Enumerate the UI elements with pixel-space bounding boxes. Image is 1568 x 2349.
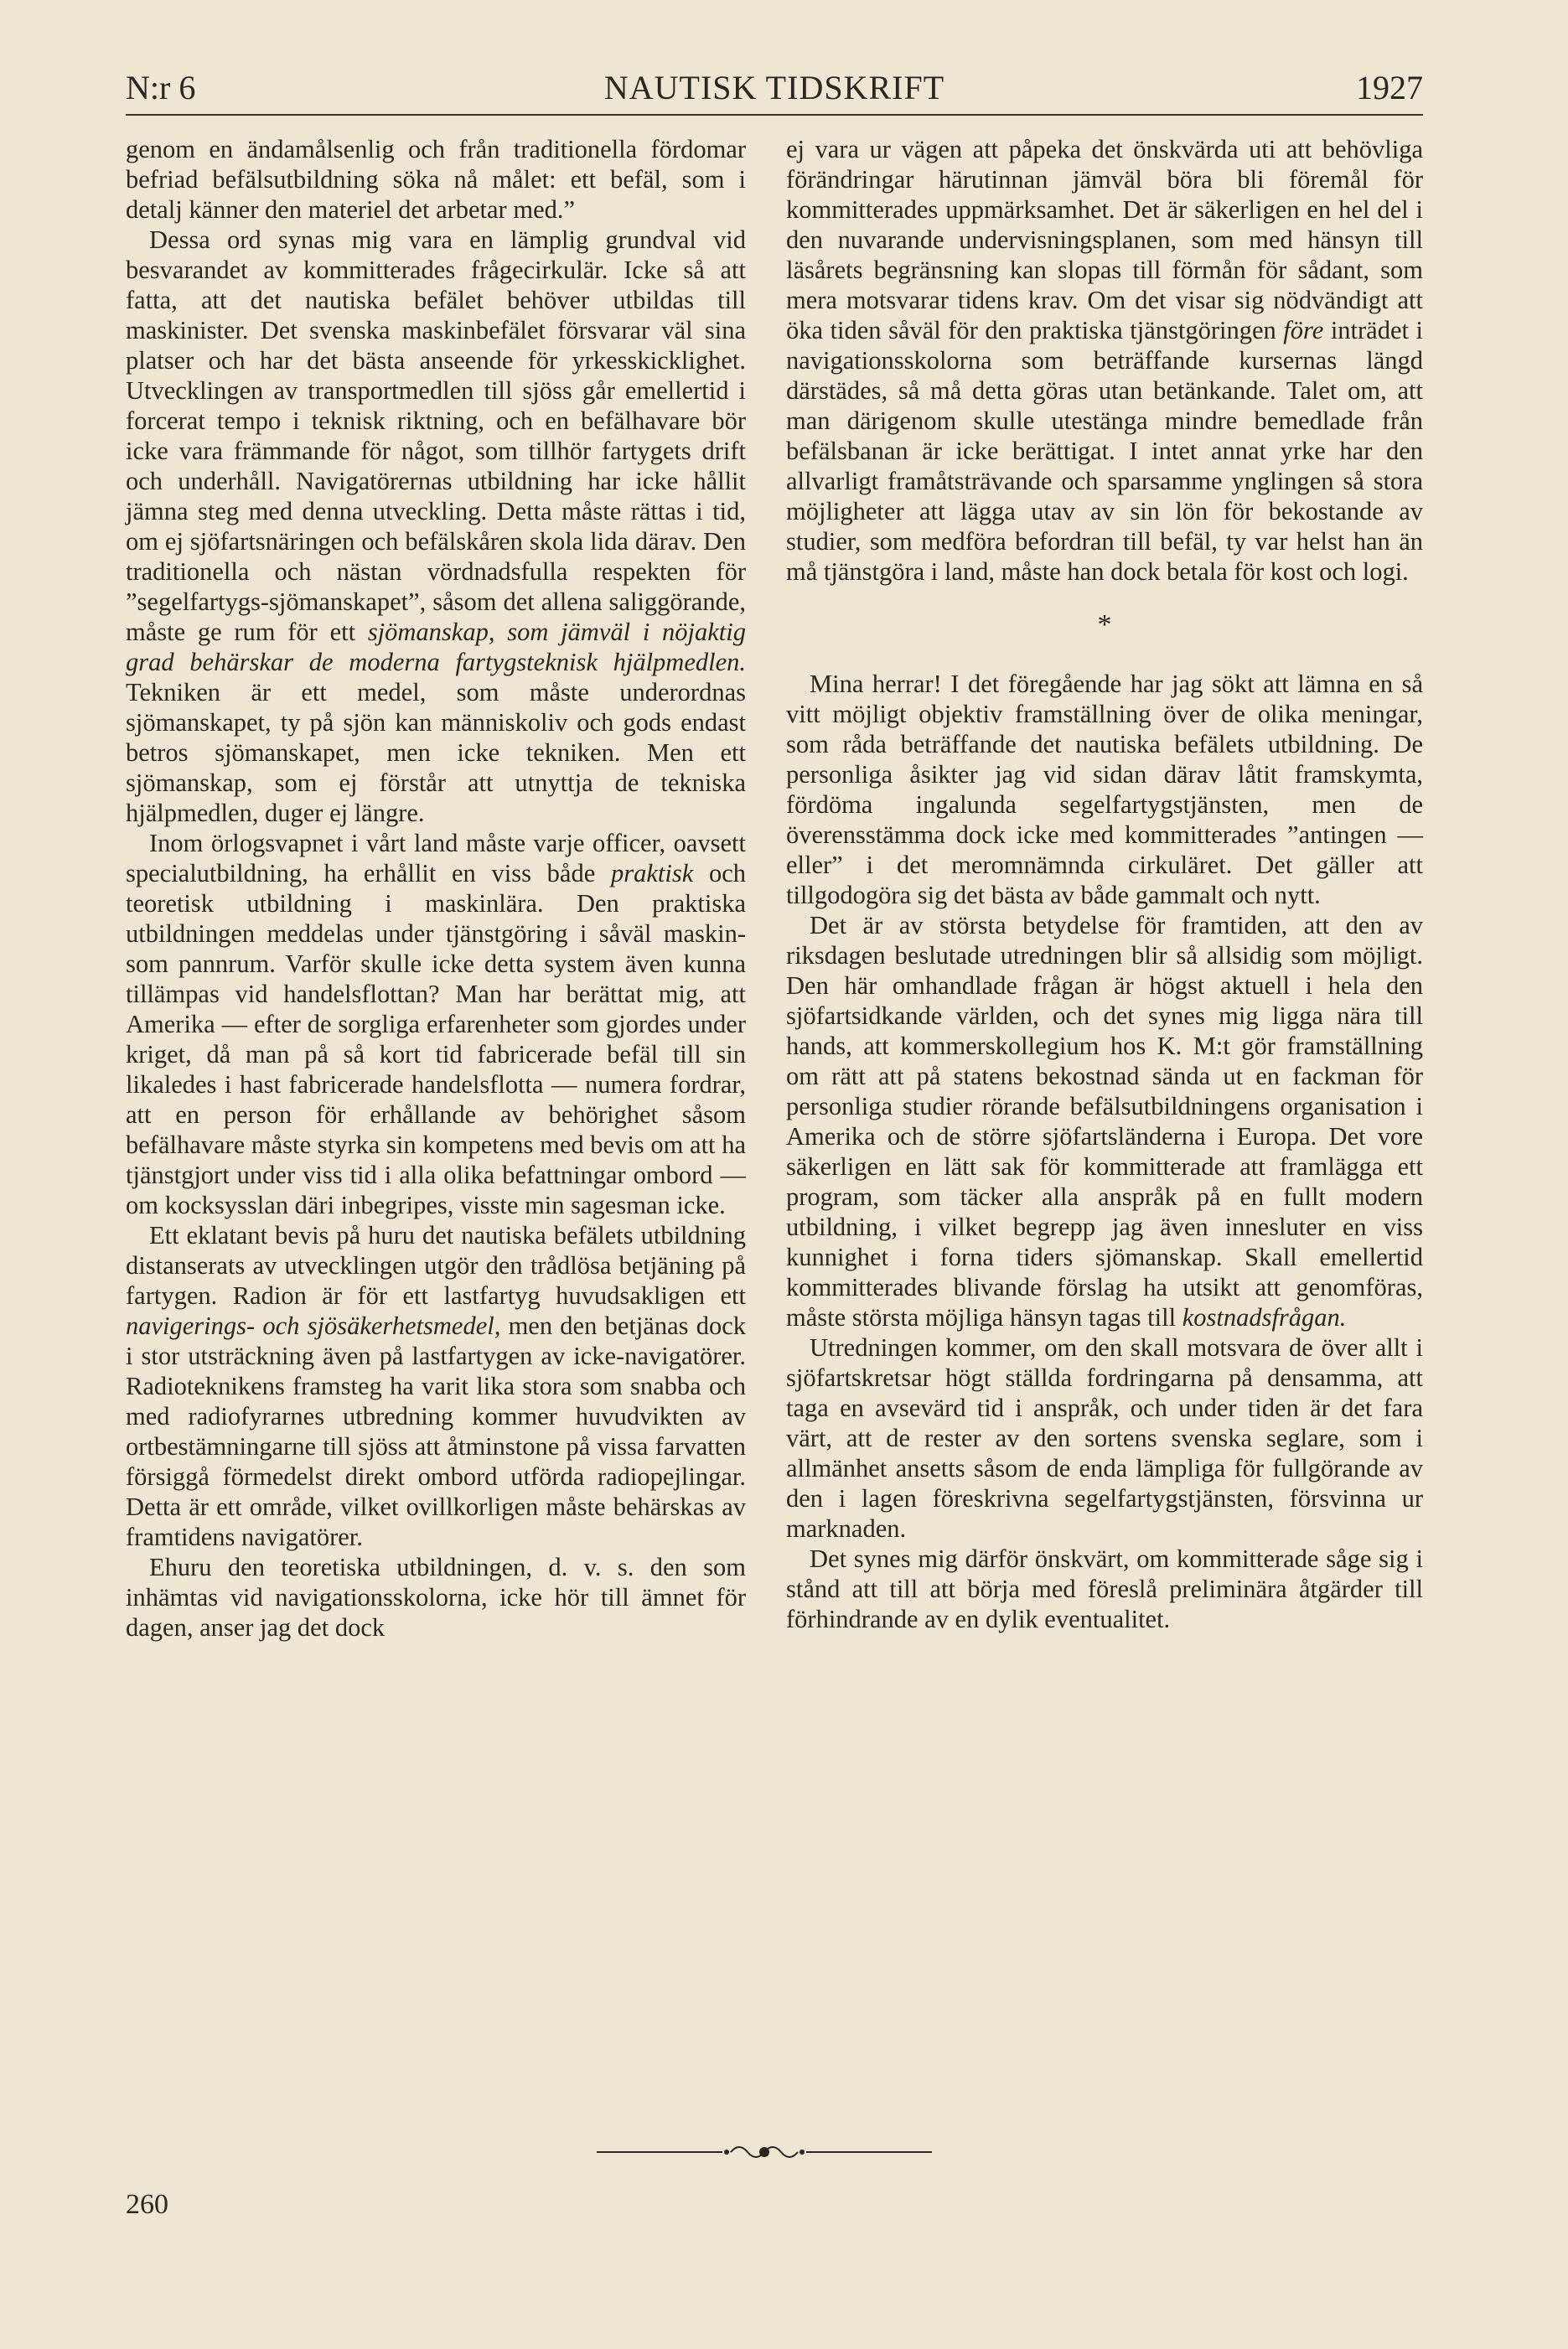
section-separator: * — [1097, 609, 1112, 640]
emphasis: praktisk — [610, 859, 694, 887]
journal-title: NAUTISK TIDSKRIFT — [603, 69, 945, 106]
paragraph: genom en ändamålsenlig och från traditionella fördomar befriad befälsutbildning söka nå målet: ett befäl, som i detalj känner den materiel det arbetar med.” — [126, 135, 746, 224]
paragraph: Dessa ord synas mig vara en lämplig grundval vid besvarandet av kommitterades frågecirkulär. Icke så att fatta, att det nautiska befälet behöver utbildas till maskinister. Det svenska maskinbefälet försvarar väl sina platser och har det bästa anseende för yrkesskicklighet. Utvecklingen av transportmedlen till sjöss går emellertid i forcerat tempo i teknisk riktning, och en befälhavare bör icke vara främmande för något, som tillhör fartygets drift och underhåll. Navigatörernas utbildning har icke hållit jämna steg med denna utveckling. Detta måste rättas i tid, om ej sjöfartsnäringen och befälskåren skola lida därav. Den traditionella och nästan vördnadsfulla respekten för ”segelfartygs-sjömanskapet”, såsom det allena saliggörande, måste ge rum för ett sjömanskap, som jämväl i nöjaktig grad behärskar de moderna fartygsteknisk hjälpmedlen. Tekniken är ett medel, som måste underordnas sjömanskapet, ty på sjön kan människoliv och gods endast betros sjömanskapet, men icke tekniken. Men ett sjömanskap, som ej förstår att utnyttja de tekniska hjälpmedlen, duger ej längre. — [126, 225, 747, 827]
emphasis: sjömanskap, som jämväl i nöjaktig grad behärskar de moderna fartygsteknisk hjälpmedlen. — [126, 618, 747, 676]
emphasis: före — [1283, 316, 1324, 344]
end-ornament — [597, 2135, 932, 2169]
left-column — [126, 134, 746, 1643]
paragraph: Ehuru den teoretiska utbildningen, d. v. s. den som inhämtas vid navigationsskolorna, icke hör till ämnet för dagen, anser jag det dock — [126, 1553, 746, 1642]
paragraph: Ett eklatant bevis på huru det nautiska befälets utbildning distanserats av utvecklingen utgör den trådlösa betjäning på fartygen. Radion är för ett lastfartyg huvudsakligen ett navigerings- och sjösäkerhetsmedel, men den betjänas dock i stor utsträckning även på lastfartygen av icke-navigatörer. Radioteknikens framsteg ha varit lika stora som snabba och med radiofyrarnes utbredning kommer huvudvikten av ortbestämningarne till sjöss att åtminstone på vissa farvatten försiggå förmedelst direkt ombord utförda radiopejlingar. Detta är ett område, vilket ovillkorligen måste behärskas av framtidens navigatörer. — [126, 1221, 747, 1551]
header-rule — [126, 114, 1423, 116]
paragraph: Inom örlogsvapnet i vårt land måste varje officer, oavsett specialutbildning, ha erhållit en viss både praktisk och teoretisk utbildning i maskinlära. Den praktiska utbildningen meddelas under tjänstgöring i såväl maskin- som pannrum. Varför skulle icke detta system även kunna tillämpas vid handelsflottan? Man har berättat mig, att Amerika — efter de sorgliga erfarenheter som gjordes under kriget, då man på så kort tid fabricerade befäl till sin likaledes i hast fabricerade handelsflotta — numera fordrar, att en person för erhållande av behörighet såsom befälhavare måste styrka sin kompetens med bevis om att ha tjänstgjort under viss tid i alla olika befattningar ombord — om kocksysslan däri inbegripes, visste min sagesman icke. — [126, 829, 746, 1219]
paragraph: Det är av största betydelse för framtiden, att den av riksdagen beslutade utredningen blir så allsidig som möjligt. Den här omhandlade frågan är högst aktuell i hela den sjöfartsidkande världen, och det synes mig ligga nära till hands, att kommerskollegium hos K. M:t gör framställning om rätt att på statens bekostnad sända ut en fackman för personliga studier rörande befälsutbildningens organisation i Amerika och de större sjöfartsländerna i Europa. Det vore säkerligen en lätt sak för kommitterade att framlägga ett program, som täcker alla anspråk på en fullt modern utbildning, i vilket begrepp jag även innesluter en viss kunnighet i forna tiders sjömanskap. Skall emellertid kommitterades blivande förslag ha utsikt att genomföras, måste största möjliga hänsyn tagas till kostnadsfrågan. — [786, 911, 1423, 1332]
emphasis: navigerings- och sjösäkerhetsmedel, — [126, 1312, 501, 1340]
page-number: 260 — [126, 2189, 168, 2220]
year: 1927 — [1356, 69, 1423, 106]
emphasis: kostnadsfrågan. — [1182, 1303, 1347, 1332]
right-column — [786, 134, 1423, 1634]
paragraph: ej vara ur vägen att påpeka det önskvärda uti att behövliga förändringar härutinnan jämväl böra bli föremål för kommitterades uppmärksamhet. Det är säkerligen en hel del i den nuvarande undervisningsplanen, som med hänsyn till läsårets begränsning kan slopas till förmån för sådant, som mera motsvarar tidens krav. Om det visar sig nödvändigt att öka tiden såväl för den praktiska tjänstgöringen före inträdet i navigationsskolorna som beträffande kursernas längd därstädes, så må detta göras utan betänkande. Talet om, att man därigenom skulle utestänga mindre bemedlade från befälsbanan är icke berättigat. I intet annat yrke har den allvarligt framåtsträvande och sparsamme ynglingen så stora möjligheter att lägga utav av sin lön för bekostande av studier, som medföra befordran till befäl, ty var helst han än må tjänstgöra i land, måste han dock betala för kost och logi. — [786, 135, 1423, 586]
paragraph: Utredningen kommer, om den skall motsvara de över allt i sjöfartskretsar högt ställda fordringarna på densamma, att taga en avsevärd tid i anspråk, och under tiden är det fara värt, att de rester av den sortens svenska seglare, som i allmänhet ansetts såsom de enda lämpliga för fullgörande av den i lagen föreskrivna segelfartygstjänsten, försvinna ur marknaden. — [786, 1333, 1423, 1543]
paragraph: Mina herrar! I det föregående har jag sökt att lämna en så vitt möjligt objektiv framställning över de olika meningar, som råda beträffande det nautiska befälets utbildning. De personliga åsikter jag vid sidan därav låtit framskymta, fördöma ingalunda segelfartygstjänsten, men de överensstämma dock icke med kommitterades ”antingen — eller” i det meromnämnda cirkuläret. Det gäller att tillgodogöra sig det bästa av både gammalt och nytt. — [786, 670, 1423, 909]
running-header — [126, 67, 1423, 109]
paragraph: Det synes mig därför önskvärt, om kommitterade såge sig i stånd att till att börja med föreslå preliminära åtgärder till förhindrande av en dylik eventualitet. — [786, 1544, 1423, 1633]
issue-number: N:r 6 — [126, 69, 196, 106]
